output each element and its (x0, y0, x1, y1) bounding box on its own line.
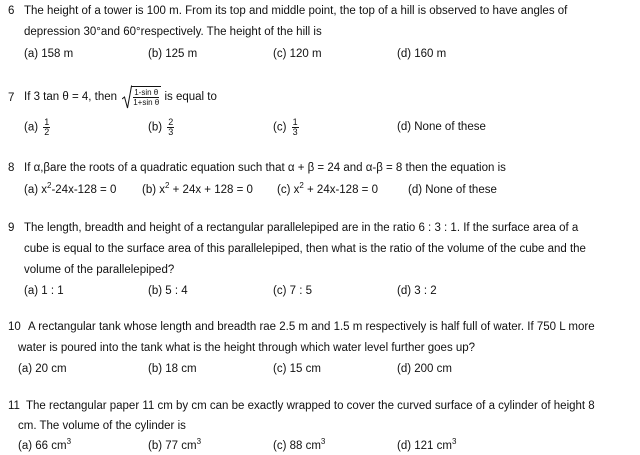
option-b (148, 118, 174, 137)
question-text-line: The rectangular paper 11 cm by cm can be exactly wrapped to cover the curved surface of a cylinder of height 8 (26, 400, 595, 412)
option-d: (d) 200 cm (397, 363, 452, 375)
option-text: (b) 77 cm (148, 440, 197, 452)
option-c (277, 181, 378, 196)
question-text-line: If α,βare the roots of a quadratic equation such that α + β = 24 and α-β = 8 then the equation is (24, 162, 506, 174)
exponent: 2 (165, 181, 170, 190)
option-text: (d) 121 cm (397, 440, 452, 452)
option-d: (d) None of these (408, 184, 497, 196)
option-c (273, 118, 299, 137)
fraction-denominator: 3 (168, 127, 174, 137)
exponent: 2 (299, 181, 304, 190)
option-c: (c) 15 cm (273, 363, 321, 375)
fraction (167, 118, 174, 137)
question-text-line: A rectangular tank whose length and breadth rae 2.5 m and 1.5 m respectively is half full of water. If 750 L more (28, 321, 595, 333)
option-b: (b) 125 m (148, 48, 198, 60)
option-d: (d) 160 m (397, 48, 447, 60)
question-number: 10 (8, 321, 21, 333)
option-label: (b) (148, 121, 163, 134)
question-number: 6 (8, 5, 15, 17)
question-text-line: cube is equal to the surface area of this parallelepiped, then what is the ratio of the volume of the cube and the (24, 243, 586, 255)
fraction (43, 118, 50, 137)
fraction-denominator: 1+sin θ (133, 98, 160, 107)
option-a: (a) 158 m (24, 48, 74, 60)
option-b (148, 437, 202, 452)
option-text: + 24x + 128 = 0 (169, 184, 253, 196)
option-d: (d) 3 : 2 (397, 285, 437, 297)
radical-sign-icon (122, 85, 132, 109)
question-text-line (24, 86, 217, 108)
option-label: (c) (273, 121, 287, 134)
option-d (397, 437, 457, 452)
option-text: + 24x-128 = 0 (303, 184, 378, 196)
question-text-line: volume of the parallelepiped? (24, 264, 175, 276)
option-a: (a) 20 cm (18, 363, 67, 375)
option-c (273, 437, 326, 452)
exponent: 3 (320, 437, 326, 446)
question-text-line: cm. The volume of the cylinder is (18, 420, 186, 432)
option-b (142, 181, 253, 196)
fraction-numerator: 1 (292, 117, 298, 127)
option-label: (a) (24, 121, 39, 134)
question-text-line: The height of a tower is 100 m. From its top and middle point, the top of a hill is observed to have angles of (24, 5, 568, 17)
option-text: -24x-128 = 0 (51, 184, 117, 196)
option-text: (c) x (277, 184, 300, 196)
option-b: (b) 5 : 4 (148, 285, 188, 297)
option-text: (c) 88 cm (273, 440, 321, 452)
question-text: If 3 tan θ = 4, then (24, 91, 118, 104)
fraction-numerator: 2 (168, 117, 174, 127)
option-text: (b) x (142, 184, 165, 196)
fraction-denominator: 2 (44, 127, 50, 137)
option-b: (b) 18 cm (148, 363, 197, 375)
fraction (292, 118, 299, 137)
question-text: is equal to (164, 91, 217, 104)
option-d: (d) None of these (397, 121, 486, 133)
option-text: (a) x (24, 184, 47, 196)
question-number: 8 (8, 162, 15, 174)
square-root-expression (122, 86, 161, 108)
exponent: 3 (66, 437, 72, 446)
question-text-line: depression 30°and 60°respectively. The height of the hill is (24, 26, 322, 38)
question-number: 11 (8, 400, 20, 412)
exponent: 3 (196, 437, 202, 446)
option-a: (a) 1 : 1 (24, 285, 64, 297)
question-text-line: The length, breadth and height of a rectangular parallelepiped are in the ratio 6 : 3 : 1. If the surface area of a (24, 222, 579, 234)
fraction-numerator: 1 (44, 117, 50, 127)
fraction-numerator: 1-sin θ (134, 88, 159, 97)
option-a (24, 118, 50, 137)
fraction-denominator: 3 (292, 127, 298, 137)
exponent: 2 (47, 181, 52, 190)
option-a (24, 181, 117, 196)
option-text: (a) 66 cm (18, 440, 67, 452)
option-c: (c) 120 m (273, 48, 322, 60)
question-number: 7 (8, 92, 15, 104)
question-number: 9 (8, 222, 15, 234)
option-a (18, 437, 72, 452)
question-text-line: water is poured into the tank what is the height through which water level further goes up? (18, 342, 476, 354)
option-c: (c) 7 : 5 (273, 285, 312, 297)
exponent: 3 (451, 437, 457, 446)
